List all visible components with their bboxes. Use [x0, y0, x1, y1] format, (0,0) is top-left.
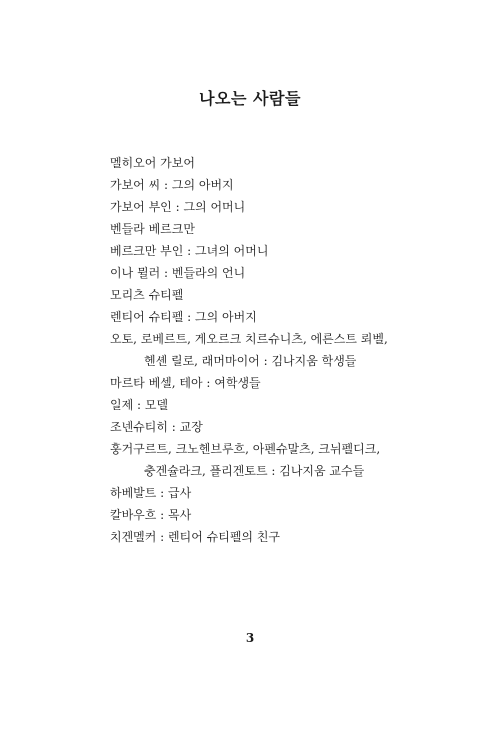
cast-list	[110, 152, 400, 548]
cast-entry: 가보어 부인 : 그의 어머니	[110, 200, 246, 214]
cast-entry: 칼바우흐 : 목사	[110, 508, 192, 522]
cast-entry: 하베발트 : 급사	[110, 486, 192, 500]
cast-entry: 가보어 씨 : 그의 아버지	[110, 178, 234, 192]
cast-entry: 마르타 베셀, 테아 : 여학생들	[110, 376, 261, 390]
cast-entry: 이나 뮐러 : 벤들라의 언니	[110, 266, 246, 280]
cast-entry: 베르크만 부인 : 그녀의 어머니	[110, 244, 269, 258]
cast-entry: 훙거구르트, 크노헨브루흐, 아펜슈말츠, 크뉘펠디크, 충겐슐라크, 플리겐토트 : 김나지움 교수들	[110, 442, 381, 478]
cast-entry: 멜히오어 가보어	[110, 156, 195, 170]
page-number: 3	[245, 631, 255, 645]
cast-entry: 모리츠 슈티펠	[110, 288, 184, 302]
page-title: 나오는 사람들	[199, 89, 301, 108]
cast-entry: 오토, 로베르트, 게오르크 치르슈니츠, 에른스트 뢰벨, 헨셴 릴로, 래머마이어 : 김나지움 학생들	[110, 332, 388, 368]
cast-entry: 일제 : 모델	[110, 398, 169, 412]
cast-entry: 조넨슈티히 : 교장	[110, 420, 203, 434]
cast-entry: 치겐멜커 : 렌티어 슈티펠의 친구	[110, 530, 280, 544]
cast-entry: 벤들라 베르크만	[110, 222, 195, 236]
cast-entry: 렌티어 슈티펠 : 그의 아버지	[110, 310, 257, 324]
